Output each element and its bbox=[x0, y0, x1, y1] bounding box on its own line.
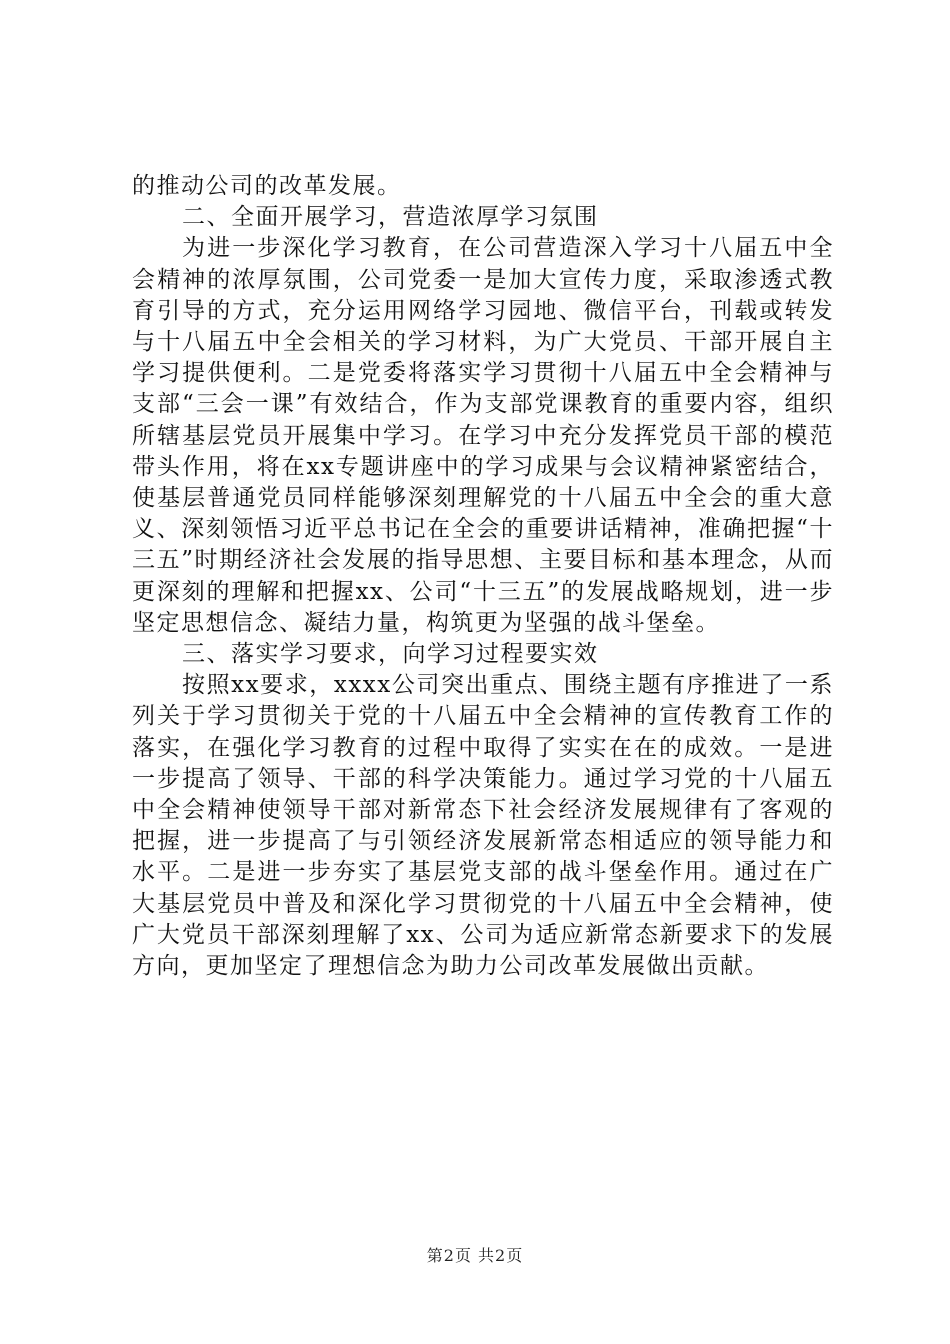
section-heading-3: 三、落实学习要求，向学习过程要实效 bbox=[182, 641, 599, 668]
paragraph-section-2: 为进一步深化学习教育，在公司营造深入学习十八届五中全会精神的浓厚氛围，公司党委一是加大宣传力度，采取渗透式教育引导的方式，充分运用网络学习园地、微信平台，刊载或转发与十八届五中全会相关的学习材料，为广大党员、干部开展自主学习提供便利。二是党委将落实学习贯彻十八届五中全会精神与支部“三会一课”有效结合，作为支部党课教育的重要内容，组织所辖基层党员开展集中学习。在学习中充分发挥党员干部的模范带头作用，将在xx专题讲座中的学习成果与会议精神紧密结合，使基层普通党员同样能够深刻理解党的十八届五中全会的重大意义、深刻领悟习近平总书记在全会的重要讲话精神，准确把握“十三五”时期经济社会发展的指导思想、主要目标和基本理念，从而更深刻的理解和把握xx、公司“十三五”的发展战略规划，进一步坚定思想信念、凝结力量，构筑更为坚强的战斗堡垒。 bbox=[132, 235, 834, 636]
paragraph-continuation: 的推动公司的改革发展。 bbox=[132, 173, 402, 199]
page-number-footer: 第2页 共2页 bbox=[426, 1246, 524, 1265]
document-body bbox=[132, 171, 834, 982]
paragraph-section-3: 按照xx要求，xxxx公司突出重点、围绕主题有序推进了一系列关于学习贯彻关于党的十八届五中全会精神的宣传教育工作的落实，在强化学习教育的过程中取得了实实在在的成效。一是进一步提高了领导、干部的科学决策能力。通过学习党的十八届五中全会精神使领导干部对新常态下社会经济发展规律有了客观的把握，进一步提高了与引领经济发展新常态相适应的领导能力和水平。二是进一步夯实了基层党支部的战斗堡垒作用。通过在广大基层党员中普及和深化学习贯彻党的十八届五中全会精神，使广大党员干部深刻理解了xx、公司为适应新常态新要求下的发展方向，更加坚定了理想信念为助力公司改革发展做出贡献。 bbox=[132, 672, 834, 980]
section-heading-2: 二、全面开展学习，营造浓厚学习氛围 bbox=[182, 204, 599, 231]
